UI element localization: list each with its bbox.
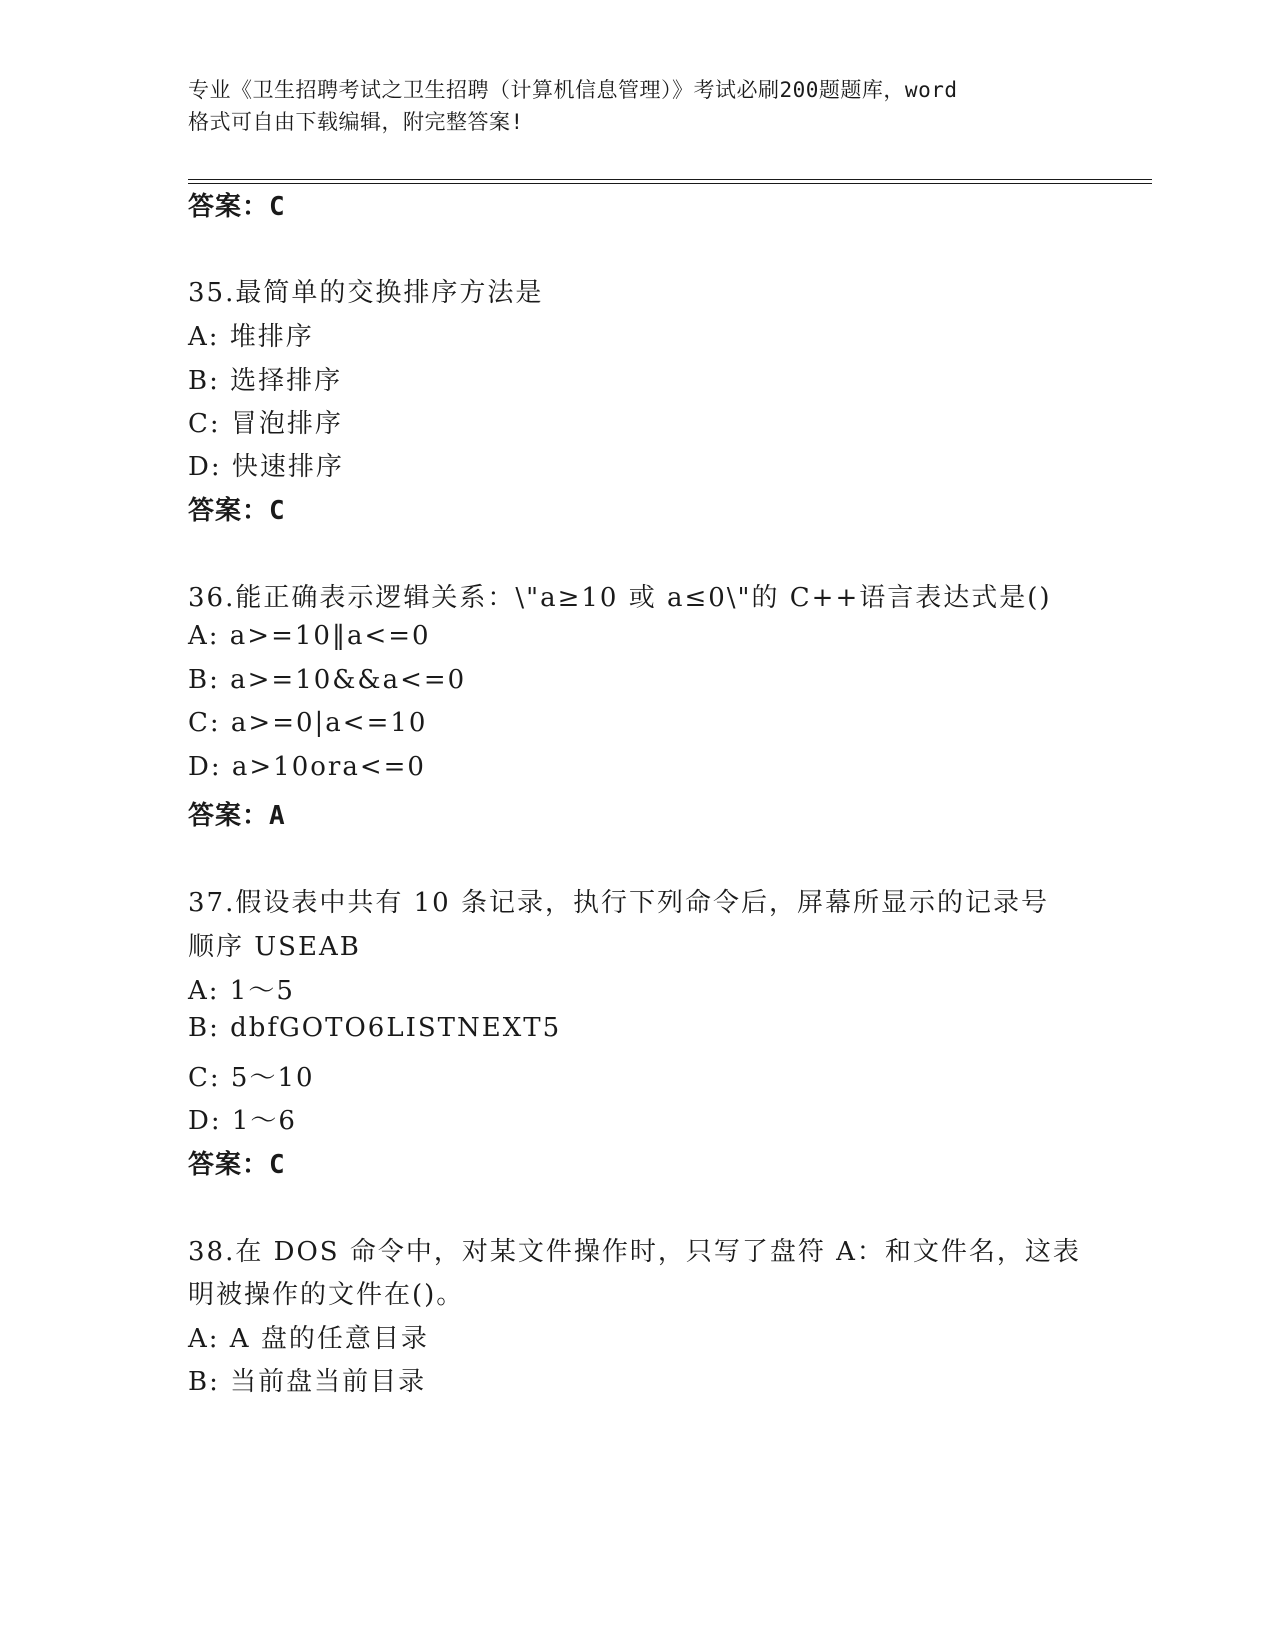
question-37-answer: 答案：C	[188, 1150, 286, 1180]
question-37-stem-line-1: 37.假设表中共有 10 条记录，执行下列命令后，屏幕所显示的记录号	[188, 888, 1049, 918]
header-divider-top	[188, 179, 1152, 180]
question-38-option-b: B: 当前盘当前目录	[188, 1367, 427, 1397]
header-line-2: 格式可自由下载编辑，附完整答案!	[188, 110, 524, 134]
question-38-option-a: A: A 盘的任意目录	[188, 1324, 429, 1354]
question-36-option-b: B: a>=10&&a<=0	[188, 665, 467, 695]
question-35-option-d: D: 快速排序	[188, 452, 344, 482]
question-35-stem: 35.最简单的交换排序方法是	[188, 278, 544, 308]
document-header	[188, 74, 1088, 138]
question-35-option-a: A: 堆排序	[188, 322, 314, 352]
question-36-option-c: C: a>=0|a<=10	[188, 708, 428, 738]
question-36-stem: 36.能正确表示逻辑关系：\"a≥10 或 a≤0\"的 C++语言表达式是()	[188, 583, 1052, 613]
question-35-option-b: B: 选择排序	[188, 366, 343, 396]
question-37-option-b: B: dbfGOTO6LISTNEXT5	[188, 1013, 562, 1043]
header-line-1: 专业《卫生招聘考试之卫生招聘（计算机信息管理）》考试必刷200题题库，word	[188, 78, 958, 102]
question-37-option-a: A: 1～5	[188, 976, 295, 1006]
question-37-option-d: D: 1～6	[188, 1106, 297, 1136]
question-38-stem-line-2: 明被操作的文件在()。	[188, 1280, 465, 1310]
question-35-answer: 答案：C	[188, 496, 286, 526]
question-37-option-c: C: 5～10	[188, 1063, 315, 1093]
question-36-option-d: D: a>10ora<=0	[188, 752, 426, 782]
question-35-option-c: C: 冒泡排序	[188, 409, 343, 439]
question-38-stem-line-1: 38.在 DOS 命令中，对某文件操作时，只写了盘符 A：和文件名，这表	[188, 1237, 1081, 1267]
previous-answer: 答案：C	[188, 192, 286, 222]
question-36-option-a: A: a>=10‖a<=0	[188, 621, 431, 651]
question-36-answer: 答案：A	[188, 801, 286, 831]
header-divider-bottom	[188, 183, 1152, 184]
question-37-stem-line-2: 顺序 USEAB	[188, 932, 361, 962]
